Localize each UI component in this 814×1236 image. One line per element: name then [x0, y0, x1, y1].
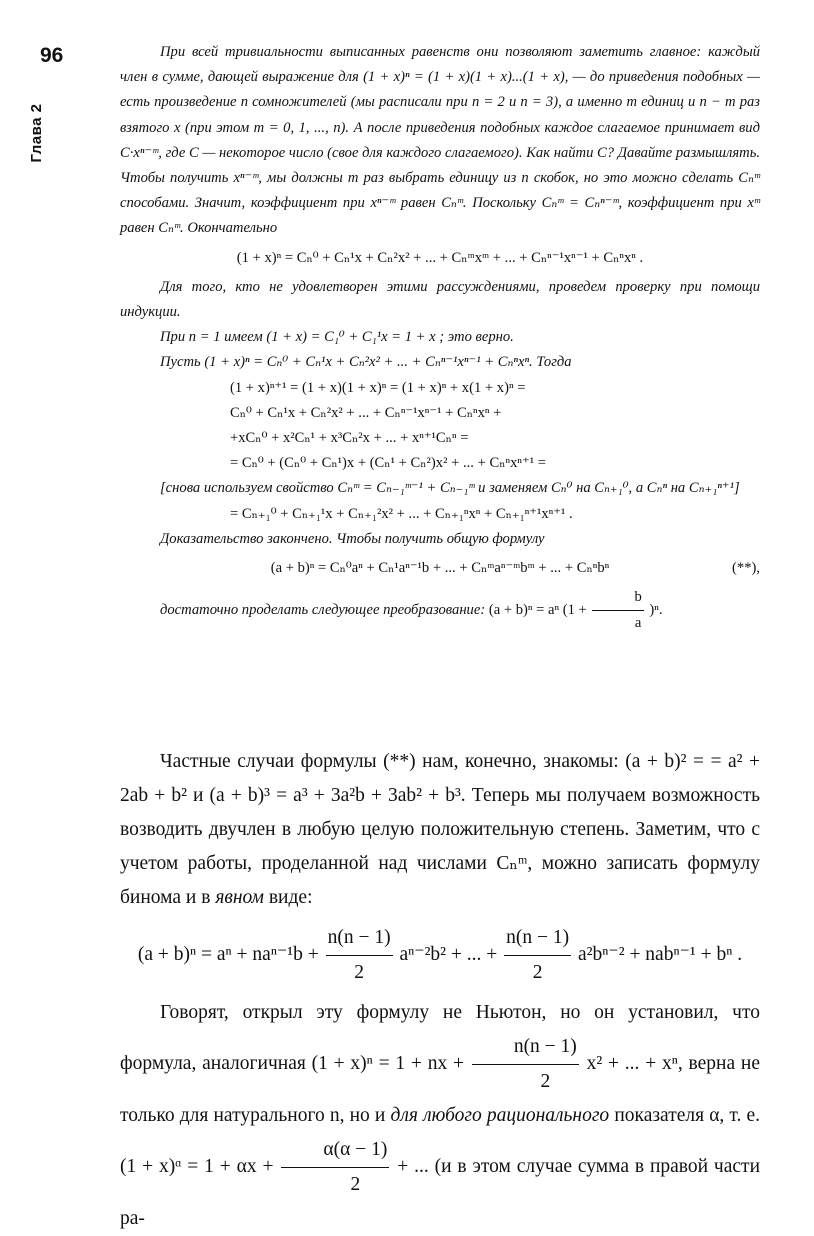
fraction-denominator: 2	[532, 962, 543, 983]
induction-step-4: = Cₙ⁰ + (Cₙ⁰ + Cₙ¹)x + (Cₙ¹ + Cₙ²)x² + ... + Cₙⁿxⁿ⁺¹ =	[230, 455, 546, 472]
small-paragraph-1: При всей тривиальности выписанных равенств они позволяют заметить главное: каждый член в сумме, дающей выражение для (1 + x)ⁿ = (1 + x)(1 + x)...(1 + x), — до приведения подобных — есть произведение n сомножителей (мы расписали при n = 2 и n = 3), а именно m единиц и n − m раз взятого x (при этом m = 0, 1, ..., n). А после приведения подобных каждое слагаемое принимает вид C·xⁿ⁻ᵐ, где C — некоторое число (свое для каждого слагаемого). Как найти C? Давайте размышлять. Чтобы получить xⁿ⁻ᵐ, мы должны m раз выбрать единицу из n скобок, но это можно сделать Cₙᵐ способами. Значит, коэффициент при xⁿ⁻ᵐ равен Cₙᵐ. Поскольку Cₙᵐ = Cₙⁿ⁻ᵐ, коэффициент при xᵐ равен Cₙᵐ. Окончательно	[120, 44, 760, 237]
fraction-numerator: n(n − 1)	[326, 921, 393, 956]
induction-step-3: +xCₙ⁰ + x²Cₙ¹ + x³Cₙ²x + ... + xⁿ⁺¹Cₙⁿ =	[230, 430, 469, 447]
transformation-left: (a + b)ⁿ = aⁿ	[488, 602, 560, 619]
main-paragraph-2-c: показателя α, т. е. (1 + x)ᵅ = 1 + αx +	[120, 1105, 761, 1177]
small-paragraph-2: Для того, кто не удовлетворен этими рассуждениями, проведем проверку при помощи индукции.	[120, 278, 760, 321]
main-paragraph-1-end: виде:	[268, 887, 313, 908]
explicit-binomial-formula	[120, 921, 760, 990]
induction-step-2: Cₙ⁰ + Cₙ¹x + Cₙ²x² + ... + Cₙⁿ⁻¹xⁿ⁻¹ + Cₙⁿxⁿ +	[230, 404, 502, 421]
b-over-a-fraction	[592, 585, 643, 636]
equation-tag: (**),	[732, 560, 760, 577]
transformation-paren: (1 +	[562, 602, 587, 619]
fraction-denominator: 2	[350, 1174, 361, 1195]
small-paragraph-5: [снова используем свойство Cₙᵐ = Cₙ₋₁ᵐ⁻¹ + Cₙ₋₁ᵐ и заменяем Cₙ⁰ на Cₙ₊₁⁰, а Cₙⁿ на Cₙ₊₁ⁿ⁺¹]	[160, 480, 740, 497]
explicit-formula-part-b: aⁿ⁻²b² + ... +	[399, 943, 498, 965]
rational-emphasis: для любого рационального	[390, 1105, 610, 1126]
newton-fraction	[472, 1030, 579, 1099]
small-paragraph-6: Доказательство закончено. Чтобы получить общую формулу	[160, 530, 545, 547]
main-paragraph-2	[120, 996, 760, 1236]
explicit-emphasis: явном	[215, 887, 264, 908]
general-formula: (a + b)ⁿ = Cₙ⁰aⁿ + Cₙ¹aⁿ⁻¹b + ... + Cₙᵐaⁿ⁻ᵐbᵐ + ... + Cₙⁿbⁿ	[270, 560, 610, 577]
main-paragraph-2-b: x² + ... + xⁿ, верна не только для натурального n, но и	[120, 1052, 761, 1126]
transformation-text: достаточно проделать следующее преобразование:	[160, 602, 486, 619]
fraction-denominator: 2	[354, 962, 364, 983]
main-paragraph-1-text: Частные случаи формулы (**) нам, конечно, знакомы: (a + b)² = = a² + 2ab + b² и (a + b)³ = a³ + 3a²b + 3ab² + b³. Теперь мы получаем возможность возводить двучлен в любую целую положительную степень. Заметим, что с учетом работы, проделанной над числами Cₙᵐ, можно записать формулу бинома и в	[120, 751, 760, 908]
chapter-label: Глава 2	[28, 103, 45, 163]
small-paragraph-3: При n = 1 имеем (1 + x) = C₁⁰ + C₁¹x = 1 + x ; это верно.	[160, 329, 514, 346]
fraction-denominator: 2	[540, 1071, 551, 1092]
explicit-formula-part-a: (a + b)ⁿ = aⁿ + naⁿ⁻¹b +	[137, 943, 319, 965]
fraction-numerator: α(α − 1)	[281, 1133, 389, 1168]
small-paragraph-7	[120, 585, 760, 636]
main-paragraph-2-a: Говорят, открыл эту формулу не Ньютон, но он установил, что формула, аналогичная (1 + x)ⁿ = 1 + nx +	[120, 1002, 760, 1074]
induction-step-5: = Cₙ₊₁⁰ + Cₙ₊₁¹x + Cₙ₊₁²x² + ... + Cₙ₊₁ⁿxⁿ + Cₙ₊₁ⁿ⁺¹xⁿ⁺¹ .	[230, 505, 573, 522]
small-paragraph-4: Пусть (1 + x)ⁿ = Cₙ⁰ + Cₙ¹x + Cₙ²x² + ... + Cₙⁿ⁻¹xⁿ⁻¹ + Cₙⁿxⁿ. Тогда	[160, 354, 572, 371]
explicit-formula-fraction-2	[504, 921, 571, 990]
explicit-formula-part-c: a²bⁿ⁻² + nabⁿ⁻¹ + bⁿ .	[578, 943, 743, 965]
page-number: 96	[40, 44, 64, 67]
general-formula-row	[120, 556, 760, 581]
small-print-section	[120, 40, 760, 637]
fraction-numerator: n(n − 1)	[472, 1030, 579, 1065]
transformation-formula	[488, 589, 663, 632]
alpha-fraction	[281, 1133, 389, 1202]
binomial-expansion-equation: (1 + x)ⁿ = Cₙ⁰ + Cₙ¹x + Cₙ²x² + ... + Cₙᵐxᵐ + ... + Cₙⁿ⁻¹xⁿ⁻¹ + Cₙⁿxⁿ .	[236, 249, 644, 266]
explicit-formula-fraction-1	[326, 921, 393, 990]
main-paragraph-2-d: + ... (и в этом случае сумма в правой части ра-	[120, 1155, 761, 1229]
fraction-denominator: a	[634, 615, 642, 632]
transformation-close: )ⁿ.	[649, 602, 663, 619]
fraction-numerator: b	[592, 585, 643, 611]
main-text-section	[120, 745, 760, 1236]
main-paragraph-1	[120, 745, 760, 915]
induction-step-1: (1 + x)ⁿ⁺¹ = (1 + x)(1 + x)ⁿ = (1 + x)ⁿ + x(1 + x)ⁿ =	[230, 379, 526, 396]
fraction-numerator: n(n − 1)	[504, 921, 571, 956]
